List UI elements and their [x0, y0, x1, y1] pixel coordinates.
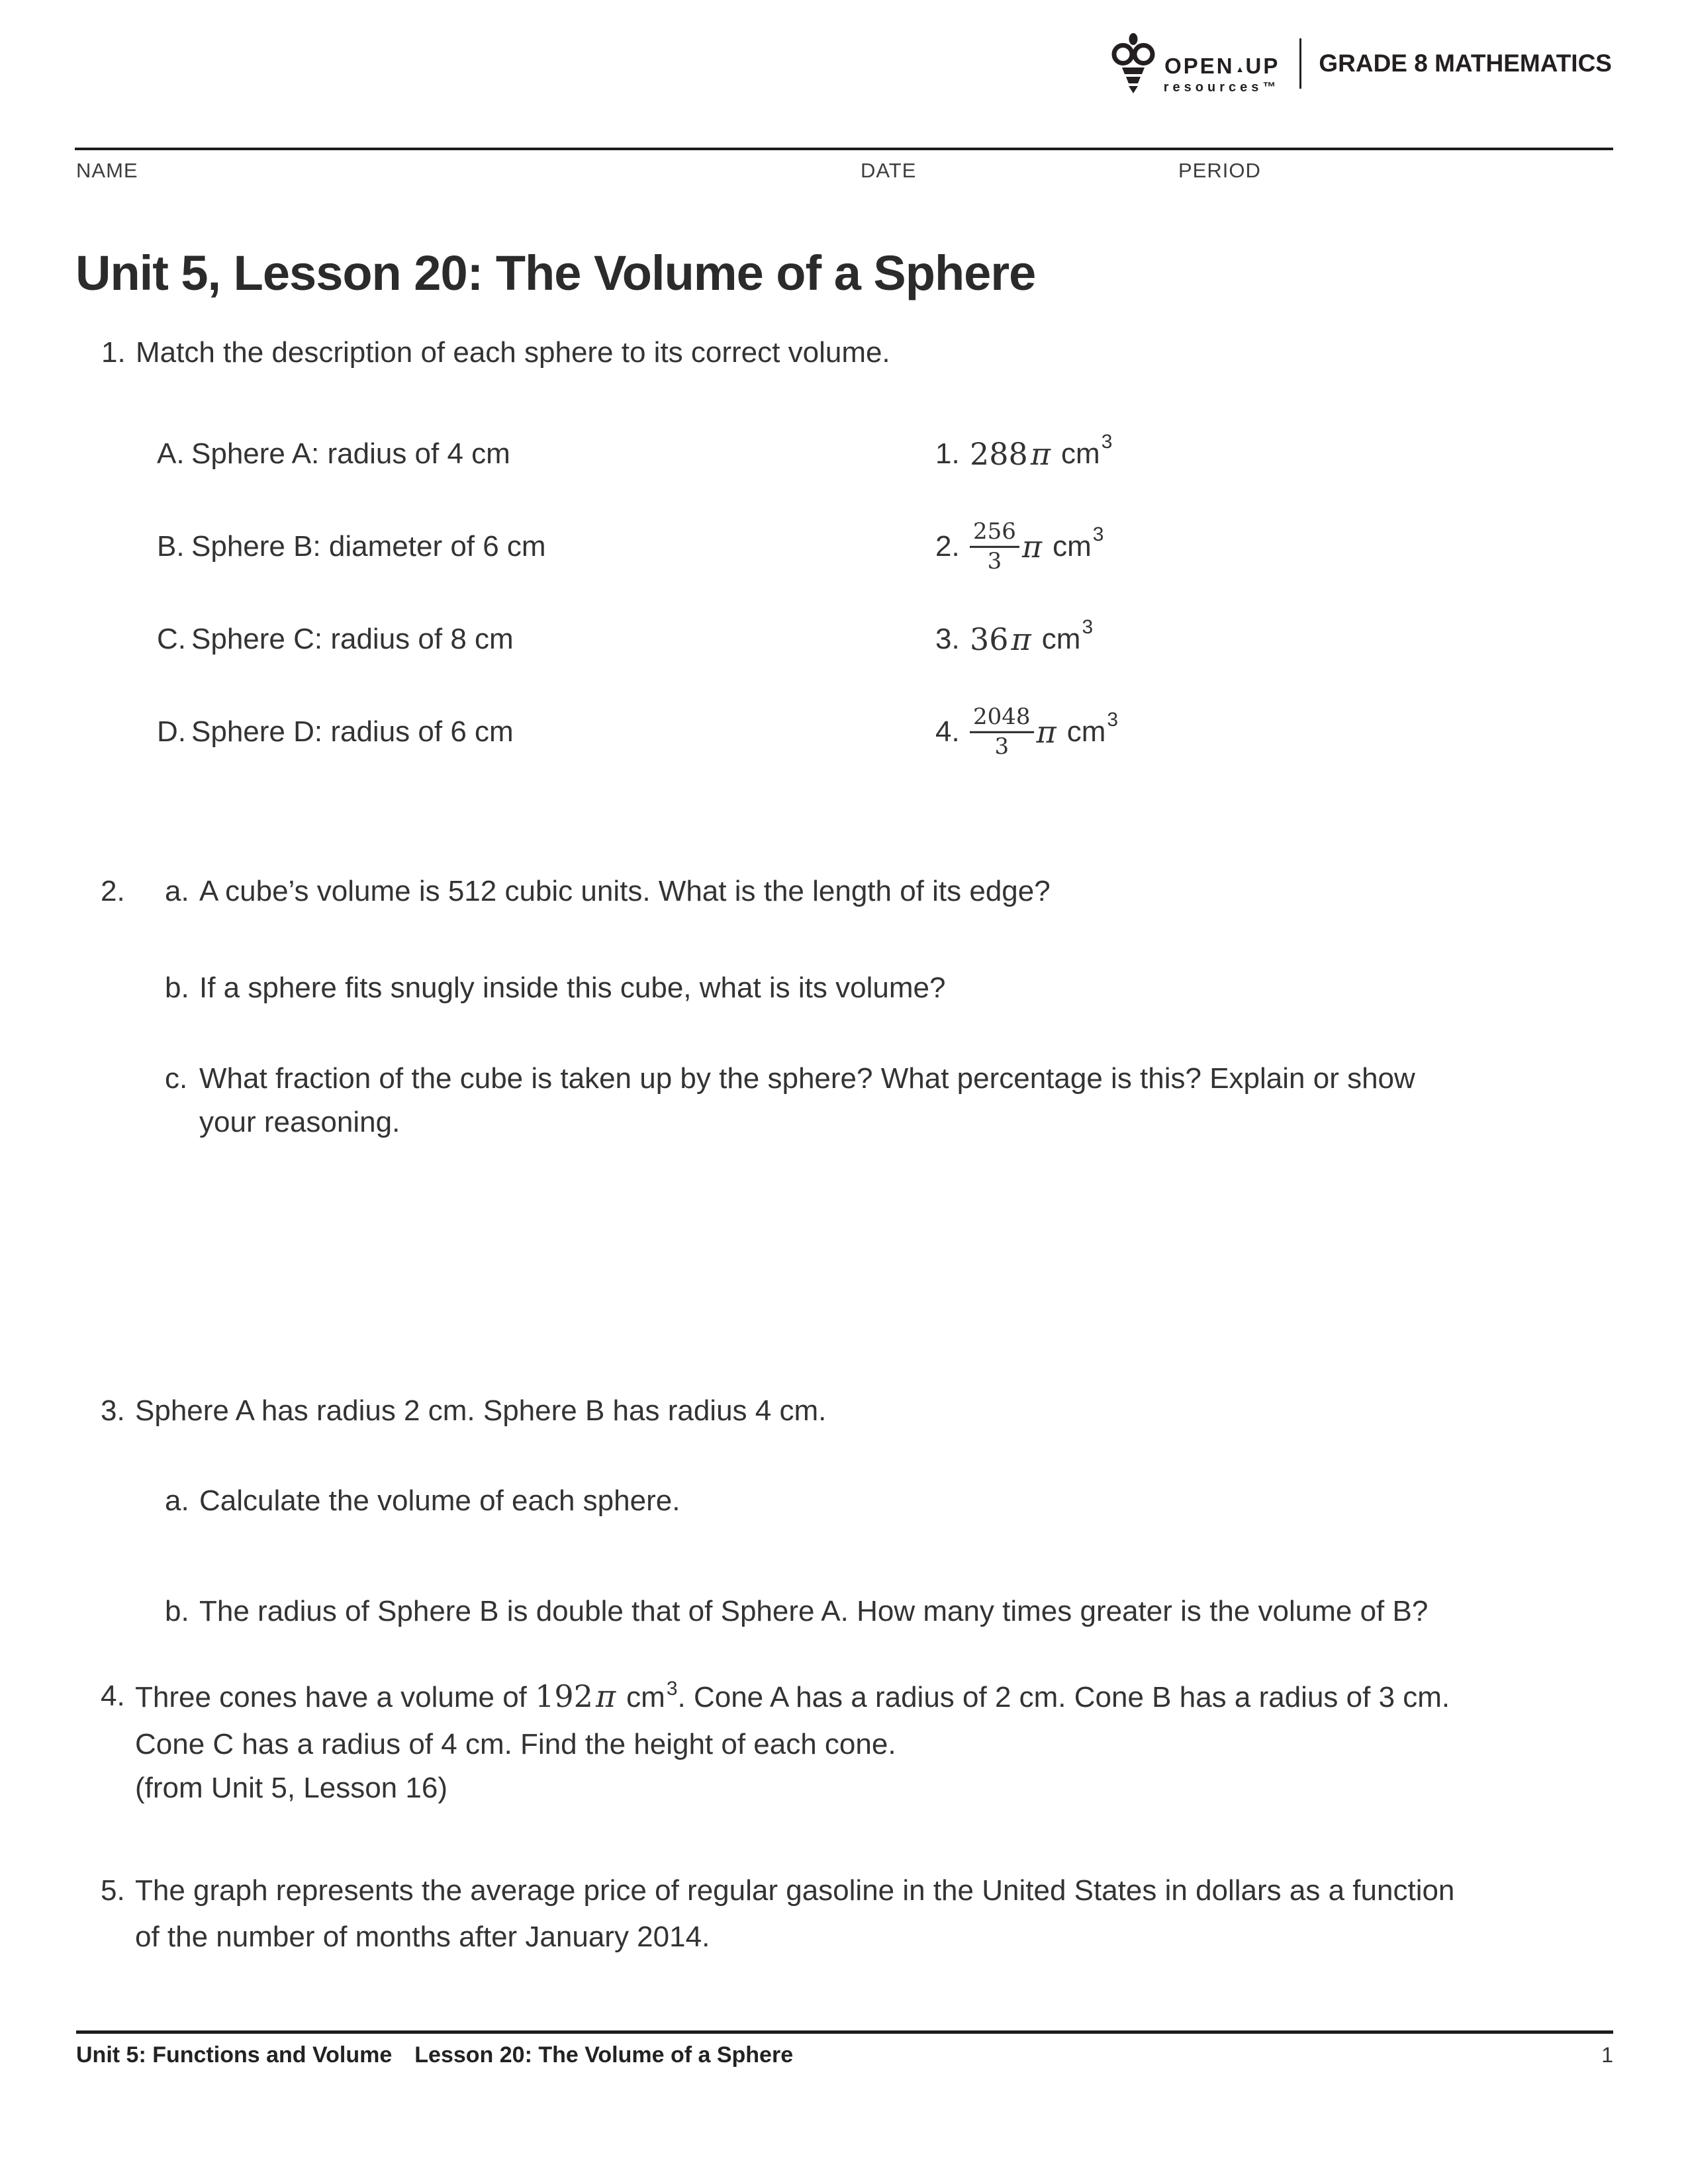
fraction-denominator: 3 — [987, 547, 1002, 574]
header — [1109, 33, 1612, 94]
name-label: NAME — [76, 159, 138, 182]
period-label: PERIOD — [1178, 159, 1261, 182]
question-1 — [101, 331, 890, 375]
volume-option-3-label: 3. — [935, 623, 960, 655]
question-3b-text: The radius of Sphere B is double that of Sphere A. How many times greater is the volume of B? — [199, 1595, 1429, 1627]
question-5-number: 5. — [101, 1874, 125, 1907]
page-number: 1 — [1601, 2043, 1613, 2067]
brand-name: OPEN ▲UP — [1164, 54, 1280, 78]
sphere-item-b — [157, 527, 546, 567]
match-row-a — [157, 424, 1612, 484]
question-3a — [165, 1479, 680, 1523]
volume-1-exponent: 3 — [1101, 431, 1113, 453]
fraction — [970, 705, 1034, 758]
page-title: Unit 5, Lesson 20: The Volume of a Sphere — [75, 246, 1036, 300]
sphere-item-c-label: C. — [157, 623, 186, 655]
volume-option-2 — [935, 520, 1103, 573]
question-2b-text: If a sphere fits snugly inside this cube, what is its volume? — [199, 972, 946, 1004]
pi-symbol: π — [1021, 529, 1043, 565]
question-4-text — [135, 1674, 1450, 1810]
question-2-number: 2. — [101, 875, 125, 907]
fraction-numerator: 256 — [970, 520, 1019, 548]
volume-option-1-label: 1. — [935, 437, 960, 470]
volume-3-exponent: 3 — [1082, 616, 1094, 638]
question-4-line2: Cone C has a radius of 4 cm. Find the height of each cone. — [135, 1728, 896, 1760]
question-5 — [101, 1868, 1454, 1960]
volume-2-unit: cm — [1053, 530, 1092, 563]
question-4 — [101, 1674, 1450, 1810]
footer-lesson-label: Lesson 20: The Volume of a Sphere — [414, 2042, 794, 2068]
sphere-item-d — [157, 712, 514, 752]
question-3-number: 3. — [101, 1394, 125, 1427]
sphere-item-a — [157, 434, 510, 474]
question-2c-label: c. — [165, 1062, 188, 1095]
volume-3-coefficient: 36 — [970, 621, 1009, 657]
volume-option-2-label: 2. — [935, 530, 960, 563]
pi-symbol: π — [595, 1678, 616, 1714]
question-2a — [101, 870, 1051, 913]
math-exponent: 3 — [666, 1678, 678, 1700]
volume-option-1 — [935, 431, 1113, 472]
sphere-item-c-text: Sphere C: radius of 8 cm — [191, 623, 514, 655]
question-4-number: 4. — [101, 1680, 125, 1712]
math-coefficient: 192 — [535, 1678, 593, 1714]
question-5-text — [135, 1868, 1454, 1960]
math-unit: cm — [626, 1681, 665, 1713]
sphere-item-d-text: Sphere D: radius of 6 cm — [191, 715, 514, 748]
question-4-pre: Three cones have a volume of — [135, 1681, 536, 1713]
triangle-icon: ▲ — [1235, 64, 1244, 74]
name-line-rule — [75, 148, 1613, 150]
match-row-c — [157, 610, 1612, 669]
inline-math — [535, 1678, 678, 1714]
fraction — [970, 520, 1019, 573]
match-row-b — [157, 517, 1612, 576]
openup-logo-text — [1164, 55, 1280, 94]
question-3a-label: a. — [165, 1484, 189, 1517]
question-3-text: Sphere A has radius 2 cm. Sphere B has radius 4 cm. — [135, 1394, 827, 1427]
sphere-item-d-label: D. — [157, 715, 186, 748]
question-3 — [101, 1389, 826, 1433]
pi-symbol: π — [1036, 714, 1056, 750]
question-2c-text — [199, 1057, 1415, 1144]
question-5-line1: The graph represents the average price of regular gasoline in the United States in dollars as a function — [135, 1874, 1455, 1907]
question-2b — [165, 966, 945, 1010]
question-1-number: 1. — [101, 336, 126, 369]
volume-option-4 — [935, 705, 1118, 758]
question-2c-line1: What fraction of the cube is taken up by the sphere? What percentage is this? Explain or show — [199, 1062, 1415, 1095]
question-5-line2: of the number of months after January 2014. — [135, 1921, 710, 1953]
volume-4-unit: cm — [1066, 715, 1106, 748]
question-4-source: (from Unit 5, Lesson 16) — [135, 1772, 447, 1804]
date-label: DATE — [861, 159, 917, 182]
footer-unit-label: Unit 5: Functions and Volume — [76, 2042, 393, 2068]
match-row-d — [157, 702, 1612, 762]
question-3a-text: Calculate the volume of each sphere. — [199, 1484, 680, 1517]
sphere-item-a-label: A. — [157, 437, 185, 470]
openup-logo — [1109, 33, 1280, 94]
volume-option-3 — [935, 616, 1094, 657]
fraction-denominator: 3 — [994, 733, 1009, 760]
volume-option-4-label: 4. — [935, 715, 960, 748]
sphere-item-b-text: Sphere B: diameter of 6 cm — [191, 530, 546, 563]
openup-bee-icon — [1109, 33, 1157, 94]
brand-subtitle: resources™ — [1163, 80, 1280, 95]
question-2b-label: b. — [165, 972, 189, 1004]
question-2c — [165, 1057, 1415, 1144]
pi-symbol: π — [1030, 436, 1051, 472]
question-4-line1 — [135, 1674, 1450, 1723]
header-divider — [1299, 38, 1301, 89]
footer-breadcrumb — [76, 2042, 793, 2068]
footer-rule — [76, 2030, 1613, 2034]
question-2a-text: A cube’s volume is 512 cubic units. What is the length of its edge? — [199, 875, 1051, 907]
question-2a-label: a. — [165, 875, 189, 907]
course-label: GRADE 8 MATHEMATICS — [1319, 50, 1612, 77]
question-3b — [165, 1590, 1428, 1633]
sphere-item-c — [157, 619, 514, 659]
volume-3-unit: cm — [1041, 623, 1081, 655]
fraction-numerator: 2048 — [970, 705, 1034, 733]
question-1-prompt: Match the description of each sphere to its correct volume. — [136, 336, 890, 369]
volume-1-coefficient: 288 — [970, 436, 1028, 472]
volume-2-exponent: 3 — [1092, 523, 1104, 545]
sphere-item-b-label: B. — [157, 530, 185, 563]
volume-1-unit: cm — [1061, 437, 1100, 470]
question-3b-label: b. — [165, 1595, 189, 1627]
sphere-item-a-text: Sphere A: radius of 4 cm — [191, 437, 510, 470]
footer — [76, 2042, 1613, 2068]
question-4-post: . Cone A has a radius of 2 cm. Cone B has a radius of 3 cm. — [677, 1681, 1450, 1713]
question-2c-line2: your reasoning. — [199, 1106, 400, 1138]
pi-symbol: π — [1011, 621, 1031, 657]
volume-4-exponent: 3 — [1107, 709, 1119, 731]
